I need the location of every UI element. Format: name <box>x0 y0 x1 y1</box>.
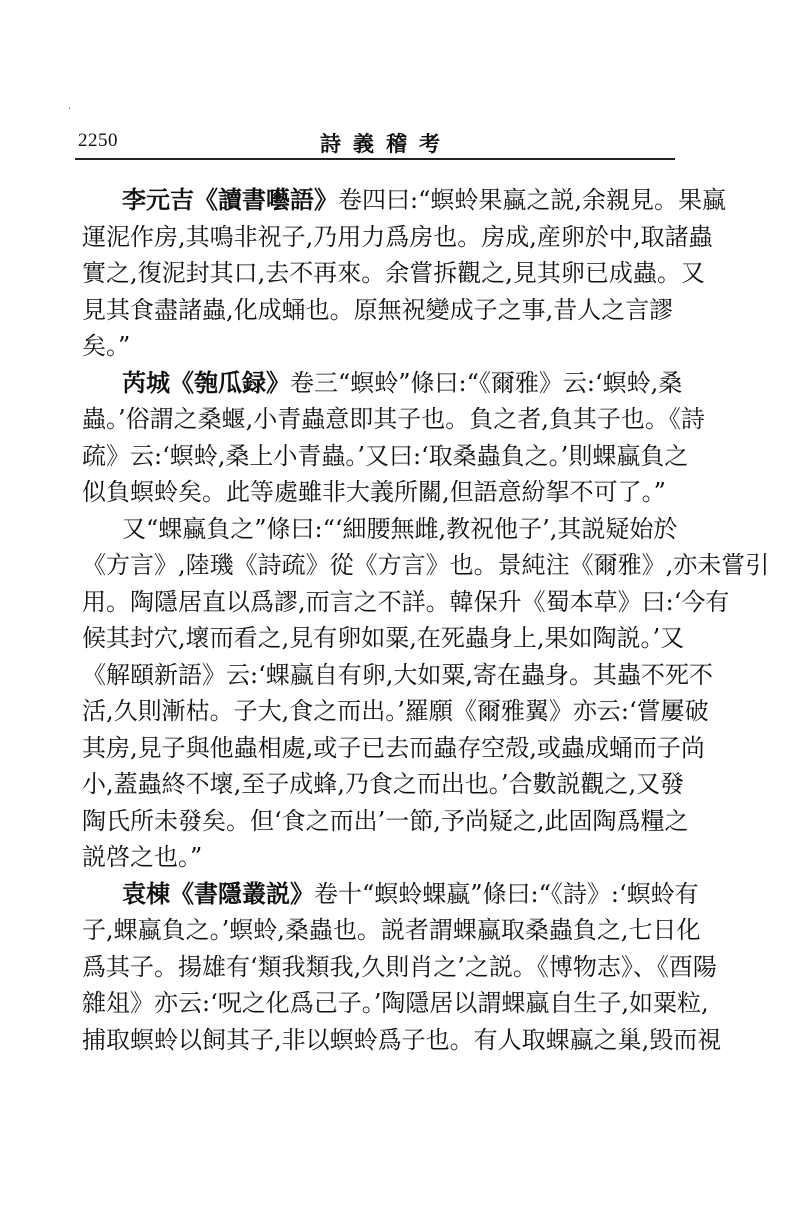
text-line: 用。陶隱居直以爲謬,而言之不詳。韓保升《蜀本草》曰:‘今有 <box>82 587 730 616</box>
header-rule <box>75 158 675 160</box>
text-line: 活,久則漸枯。子大,食之而出。’羅願《爾雅翼》亦云:‘嘗屢破 <box>82 697 709 725</box>
line-text: 卷十“螟蛉蜾蠃”條曰:“《詩》:‘螟蛉有 <box>314 879 699 908</box>
text-line: 陶氏所未發矣。但‘食之而出’一節,予尚疑之,此固陶爲糧之 <box>82 806 689 835</box>
text-line: 捕取螟蛉以飼其子,非以螟蛉爲子也。有人取蜾蠃之巢,毁而視 <box>82 1025 722 1054</box>
paragraph-4 <box>82 876 722 1059</box>
text-line <box>82 876 699 913</box>
line-text: 卷三“螟蛉”條曰:“《爾雅》云:‘螟蛉,桑 <box>290 368 683 397</box>
text-line: 蟲。’俗謂之桑蝘,小青蟲意即其子也。負之者,負其子也。《詩 <box>82 405 705 433</box>
paragraph-2 <box>82 365 705 511</box>
stray-mark: · <box>68 104 72 115</box>
body-text <box>82 182 770 1058</box>
text-line: 實之,復泥封其口,去不再來。余嘗拆觀之,見其卵已成蟲。又 <box>82 259 705 287</box>
page-number: 2250 <box>78 130 118 151</box>
source-title: 李元吉《讀書囈語》 <box>122 185 338 214</box>
text-line: 又“蜾蠃負之”條曰:“‘細腰無雌,教祝他子’,其説疑始於 <box>122 514 678 543</box>
text-line: 矣。” <box>82 332 131 360</box>
text-line: 運泥作房,其鳴非祝子,乃用力爲房也。房成,産卵於中,取諸蟲 <box>82 222 713 251</box>
source-title: 芮城《匏瓜録》 <box>122 367 290 397</box>
text-line: 小,蓋蟲終不壞,至子成蜂,乃食之而出也。’合數説觀之,又發 <box>82 770 685 798</box>
paragraph-1 <box>82 182 726 365</box>
source-title: 袁棟《書隱叢説》 <box>122 878 314 908</box>
text-line: 候其封穴,壞而看之,見有卵如粟,在死蟲身上,果如陶説。’又 <box>82 624 685 652</box>
text-line: 《方言》,陸璣《詩疏》從《方言》也。景純注《爾雅》,亦未嘗引 <box>82 551 770 579</box>
text-line: 似負螟蛉矣。此等處雖非大義所關,但語意紛挐不可了。” <box>82 478 666 506</box>
text-line: 見其食盡諸蟲,化成蛹也。原無祝變成子之事,昔人之言謬 <box>82 295 674 324</box>
paragraph-3 <box>82 511 770 876</box>
text-line <box>82 365 683 402</box>
text-line: 疏》云:‘螟蛉,桑上小青蟲。’又曰:‘取桑蟲負之。’則蜾蠃負之 <box>82 441 689 470</box>
text-line: 其房,見子與他蟲相處,或子已去而蟲存空殻,或蟲成蛹而子尚 <box>82 733 705 762</box>
text-line: 説啓之也。” <box>82 843 203 871</box>
running-title: 詩義稽考 <box>320 131 452 156</box>
text-line: 《解頤新語》云:‘蜾蠃自有卵,大如粟,寄在蟲身。其蟲不死不 <box>82 660 713 689</box>
text-line: 爲其子。揚雄有‘類我類我,久則肖之’之説。《博物志》、《酉陽 <box>82 952 717 981</box>
line-text: 卷四曰:“螟蛉果蠃之説,余親見。果蠃 <box>338 186 726 214</box>
text-line: 雜俎》亦云:‘呪之化爲己子。’陶隱居以謂蜾蠃自生子,如粟粒, <box>82 989 709 1017</box>
text-line: 子,蜾蠃負之。’螟蛉,桑蟲也。説者謂蜾蠃取桑蟲負之,七日化 <box>82 916 701 944</box>
text-line <box>82 182 726 219</box>
